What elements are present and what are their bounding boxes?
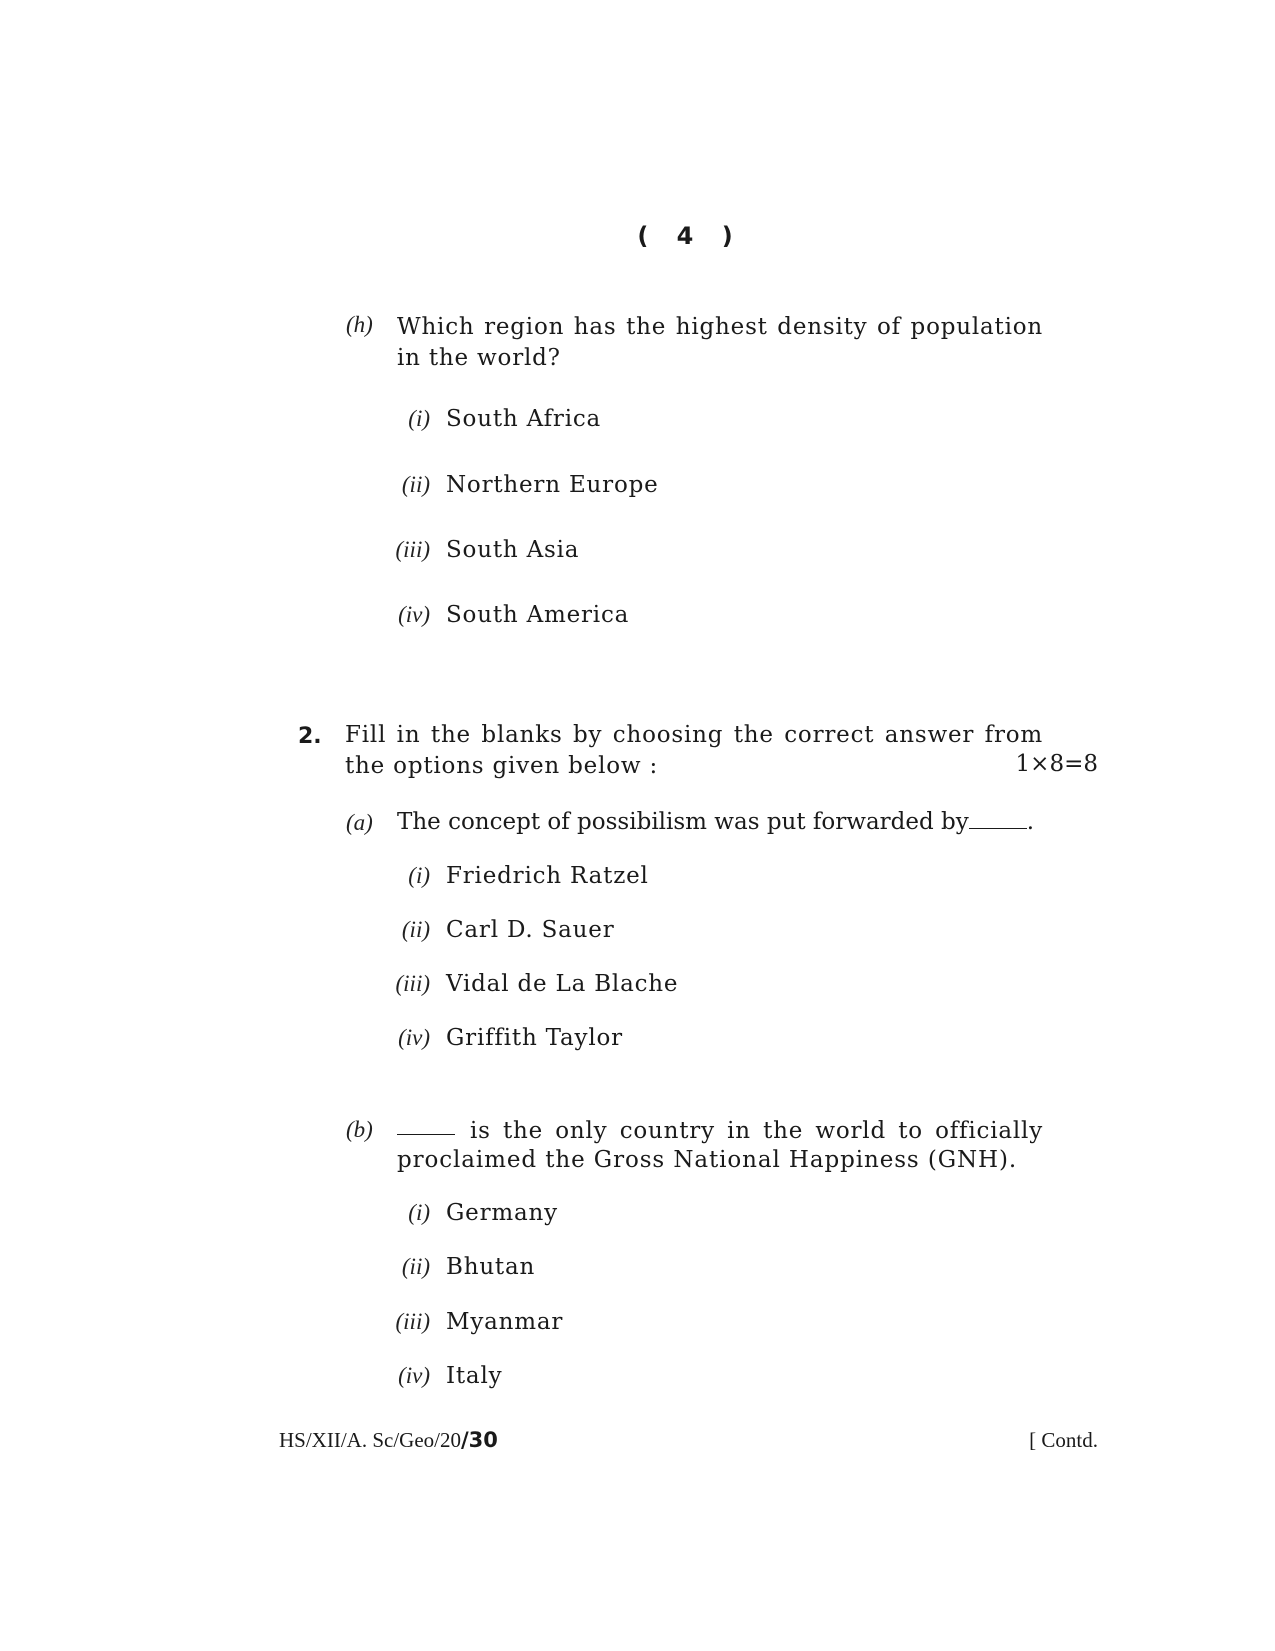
option-text: Myanmar — [446, 1309, 564, 1335]
part-a-period: . — [1026, 809, 1035, 835]
option-label: (i) — [408, 406, 430, 431]
question-h-text — [397, 312, 1043, 374]
question-h-line1: Which region has the highest density of population — [397, 314, 1043, 340]
option-text: Italy — [446, 1363, 503, 1389]
option-h-ii — [364, 472, 659, 498]
option-a-ii — [364, 917, 615, 943]
question-2-number: 2. — [298, 724, 322, 749]
option-text: Friedrich Ratzel — [446, 863, 649, 889]
question-h-label: (h) — [346, 312, 373, 337]
part-b-line1: is the only country in the world to officially — [470, 1118, 1043, 1144]
contd-marker: [ Contd. — [1029, 1428, 1098, 1452]
option-label: (ii) — [401, 917, 430, 942]
option-label: (iii) — [395, 537, 430, 562]
marks: 1×8=8 — [1015, 751, 1098, 777]
option-label: (iv) — [398, 1363, 430, 1388]
option-label: (i) — [408, 1200, 430, 1225]
option-a-iii — [364, 971, 678, 997]
question-2-line2: the options given below : — [345, 753, 659, 779]
option-label: (iv) — [398, 1025, 430, 1050]
part-a-label: (a) — [346, 810, 373, 835]
option-h-iv — [364, 602, 629, 628]
question-h-line2: in the world? — [397, 345, 561, 371]
option-h-i — [364, 406, 601, 432]
option-b-i — [364, 1200, 558, 1226]
option-label: (iv) — [398, 602, 430, 627]
option-text: Carl D. Sauer — [446, 917, 615, 943]
option-text: Griffith Taylor — [446, 1025, 623, 1051]
paper-code — [279, 1428, 498, 1453]
part-b-label: (b) — [346, 1117, 373, 1142]
part-b-line2: proclaimed the Gross National Happiness (GNH). — [397, 1147, 1018, 1173]
part-a-sentence: The concept of possibilism was put forwarded by — [397, 809, 969, 835]
paper-code-suffix: /30 — [461, 1428, 498, 1452]
option-h-iii — [364, 537, 579, 563]
option-text: South Asia — [446, 537, 580, 563]
part-a-text — [397, 809, 1034, 835]
answer-blank-line — [397, 1116, 455, 1135]
option-b-iv — [364, 1363, 502, 1389]
question-2-line1: Fill in the blanks by choosing the correct answer from — [345, 722, 1043, 748]
option-text: Bhutan — [446, 1254, 536, 1280]
option-label: (ii) — [401, 1254, 430, 1279]
option-text: Vidal de La Blache — [446, 971, 679, 997]
option-text: South America — [446, 602, 630, 628]
option-b-ii — [364, 1254, 535, 1280]
option-text: South Africa — [446, 406, 602, 432]
answer-blank — [397, 1116, 457, 1139]
option-text: Northern Europe — [446, 472, 659, 498]
question-2-text — [345, 720, 1043, 782]
option-label: (iii) — [395, 1309, 430, 1334]
option-b-iii — [364, 1309, 563, 1335]
option-label: (iii) — [395, 971, 430, 996]
option-a-iv — [364, 1025, 623, 1051]
option-label: (ii) — [401, 472, 430, 497]
option-label: (i) — [408, 863, 430, 888]
answer-blank — [969, 810, 1027, 829]
paper-code-prefix: HS/XII/A. Sc/Geo/20 — [279, 1428, 461, 1452]
option-a-i — [364, 863, 649, 889]
option-text: Germany — [446, 1200, 558, 1226]
page-number: ( 4 ) — [637, 222, 743, 250]
